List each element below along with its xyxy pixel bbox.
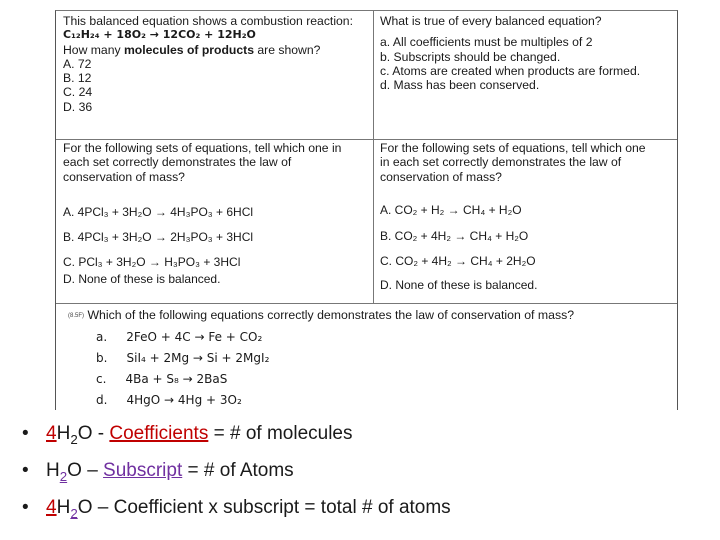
question-5 <box>68 308 574 322</box>
q2-option-a: a. All coefficients must be multiples of 2 <box>380 35 593 50</box>
q1-question: How many molecules of products are shown? <box>63 42 321 57</box>
q5-question: Which of the following equations correctly demonstrates the law of conservation of mass? <box>87 308 575 322</box>
q4-option-a: A. CO₂ + H₂ → CH₄ + H₂O <box>380 203 522 217</box>
q2-option-d: d. Mass has been conserved. <box>380 78 540 93</box>
q1-option-d: D. 36 <box>63 99 93 114</box>
bullet-subscript: • $H_2O$ – Subscript = # of Atoms <box>22 455 451 492</box>
q4-question-line-2: in each set correctly demonstrates the law of <box>380 155 622 170</box>
q5-option-b: b. SiI₄ + 2Mg → Si + 2MgI₂ <box>96 351 270 365</box>
question-1 <box>63 14 353 114</box>
q5-option-c: c. 4Ba + S₈ → 2BaS <box>96 372 228 386</box>
term-coefficients: Coefficients <box>109 423 209 444</box>
q1-equation: C₁₂H₂₄ + 18O₂ → 12CO₂ + 12H₂O <box>63 28 256 42</box>
column-divider <box>373 11 374 303</box>
bullet-total-atoms: • $4H_2O$ – Coefficient x subscript = total # of atoms <box>22 492 451 529</box>
q3-option-d: D. None of these is balanced. <box>63 272 221 286</box>
bullet-dot: • <box>22 496 29 518</box>
worksheet-image <box>55 10 678 410</box>
q4-question-line-1: For the following sets of equations, tell which one <box>380 141 646 155</box>
q2-option-b: b. Subscripts should be changed. <box>380 49 561 64</box>
bullet-coefficients: • $4H_2O$ - Coefficients = # of molecules <box>22 418 451 455</box>
row-divider-2 <box>56 303 677 304</box>
q5-tag: (8.5F) <box>68 312 85 319</box>
q1-option-c: C. 24 <box>63 85 93 100</box>
q2-option-c: c. Atoms are created when products are formed. <box>380 63 641 78</box>
bullet-list <box>22 418 451 528</box>
q3-option-b: B. 4PCl₃ + 3H₂O → 2H₃PO₃ + 3HCl <box>63 230 254 244</box>
q4-option-c: C. CO₂ + 4H₂ → CH₄ + 2H₂O <box>380 254 536 268</box>
row-divider-1 <box>56 139 677 140</box>
q1-option-a: A. 72 <box>63 56 92 71</box>
q3-question-line-1: For the following sets of equations, tell which one in <box>63 141 342 155</box>
q1-intro: This balanced equation shows a combustion reaction: <box>63 14 353 28</box>
question-3 <box>63 141 341 184</box>
q2-question: What is true of every balanced equation? <box>380 14 602 28</box>
q4-question-line-3: conservation of mass? <box>380 169 502 184</box>
q5-option-a: a. 2FeO + 4C → Fe + CO₂ <box>96 330 263 344</box>
bullet-dot: • <box>22 423 29 444</box>
q3-question-line-3: conservation of mass? <box>63 169 185 184</box>
q5-option-d: d. 4HgO → 4Hg + 3O₂ <box>96 393 242 407</box>
q1-option-b: B. 12 <box>63 71 92 86</box>
q3-option-c: C. PCl₃ + 3H₂O → H₃PO₃ + 3HCl <box>63 255 241 269</box>
q3-option-a: A. 4PCl₃ + 3H₂O → 4H₃PO₃ + 6HCl <box>63 205 254 219</box>
term-subscript: Subscript <box>103 459 183 481</box>
q4-option-b: B. CO₂ + 4H₂ → CH₄ + H₂O <box>380 229 529 243</box>
question-2 <box>380 14 640 92</box>
question-4 <box>380 141 646 184</box>
bullet-dot: • <box>22 459 29 481</box>
q4-option-d: D. None of these is balanced. <box>380 278 538 292</box>
q3-question-line-2: each set correctly demonstrates the law of <box>63 155 292 170</box>
